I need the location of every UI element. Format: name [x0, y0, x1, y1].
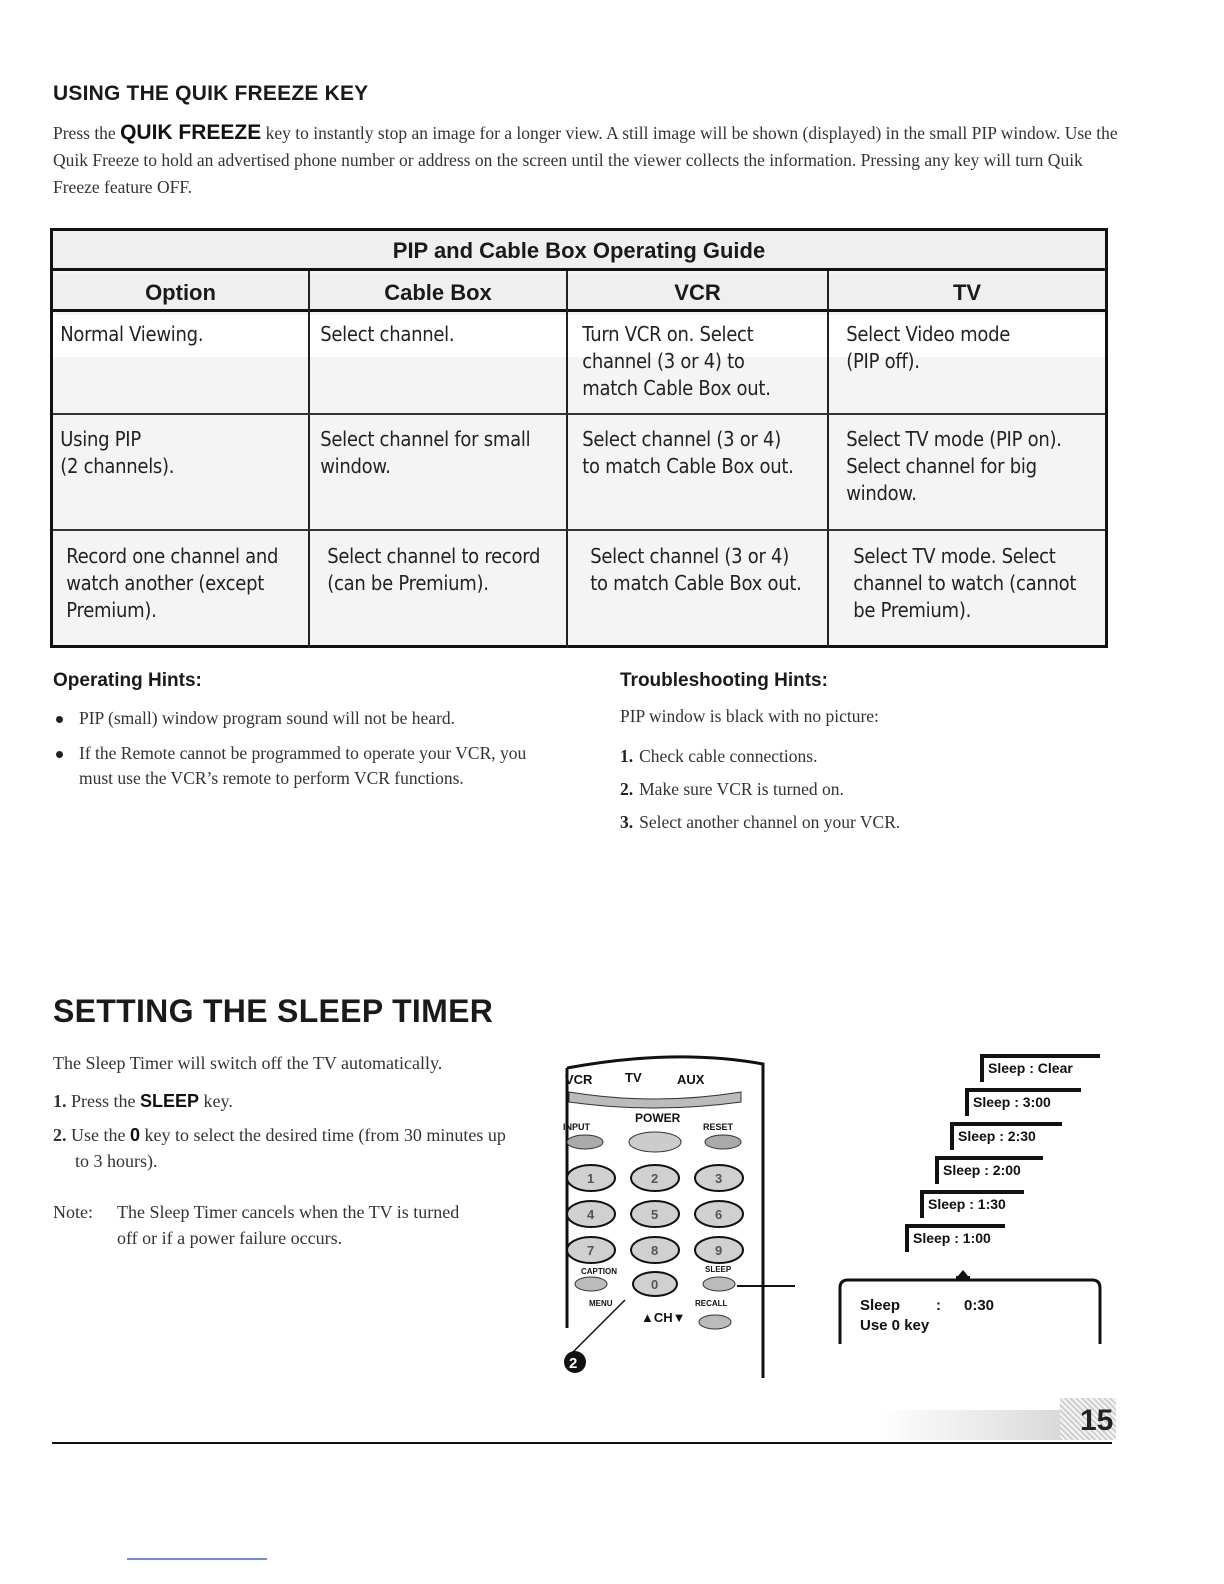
table-title: PIP and Cable Box Operating Guide [53, 231, 1105, 271]
remote-label-power: POWER [635, 1111, 681, 1125]
list-item: 1. Press the SLEEP key. [53, 1091, 233, 1111]
sleep-steps [53, 1088, 523, 1182]
digit-label: 4 [587, 1207, 595, 1222]
table-cell: Select channel (3 or 4) to match Cable Box out. [590, 544, 802, 595]
table-cell: Select Video mode (PIP off). [846, 322, 1011, 373]
sleep-osd-stack [907, 1056, 1100, 1252]
operating-hints-list [53, 706, 553, 801]
sleep-osd-illustration [836, 1048, 1106, 1348]
osd-sleep-option: Sleep : 1:00 [913, 1230, 991, 1246]
remote-label-caption: CAPTION [581, 1267, 617, 1276]
remote-label-recall: RECALL [695, 1299, 728, 1308]
bullet-icon [56, 716, 63, 723]
sleep-intro: The Sleep Timer will switch off the TV automatically. [53, 1053, 443, 1073]
list-item: 3. Select another channel on your VCR. [620, 812, 901, 832]
quik-text-post: key to instantly stop an image for a longer view. A still image will be shown (displayed) in the small PIP window. Use the Quik Freeze to hold an advertised phone number or address on the screen until the viewer collects the information. Pressing any key will turn Quik Freeze feature OFF. [53, 123, 1118, 197]
osd-sleep-value: 0:30 [964, 1297, 995, 1314]
list-item: 1. Check cable connections. [620, 746, 818, 766]
mode-buttons [569, 1092, 741, 1108]
section-heading-quik-freeze: USING THE QUIK FREEZE KEY [53, 82, 369, 105]
column-header-option: Option [53, 274, 308, 312]
digit-label: 2 [651, 1171, 659, 1186]
function-button [699, 1315, 731, 1329]
list-item: 2. Make sure VCR is turned on. [620, 779, 844, 799]
zero-key-pointer [569, 1300, 625, 1356]
osd-sleep-option: Sleep : 3:00 [973, 1094, 1051, 1110]
list-item: 2. Use the 0 key to select the desired time (from 30 minutes up to 3 hours). [53, 1125, 506, 1171]
column-header-tv: TV [829, 274, 1105, 312]
input-button [567, 1135, 603, 1149]
digit-label: 3 [715, 1171, 723, 1186]
section-heading-sleep-timer: SETTING THE SLEEP TIMER [53, 993, 494, 1029]
column-header-vcr: VCR [568, 274, 827, 312]
osd-sleep-option: Sleep : 1:30 [928, 1196, 1006, 1212]
page-number-fade [880, 1410, 1065, 1440]
digit-label: 5 [651, 1207, 659, 1222]
osd-separator: : [936, 1297, 941, 1314]
page-number: 15 [1080, 1404, 1114, 1437]
quik-freeze-key-label: QUIK FREEZE [120, 121, 262, 144]
reset-button [705, 1135, 741, 1149]
troubleshooting-hints-heading: Troubleshooting Hints: [620, 670, 828, 691]
table-cell: Select TV mode (PIP on). Select channel for big window. [846, 427, 1062, 505]
remote-control-illustration [555, 1048, 805, 1378]
remote-label-sleep: SLEEP [705, 1265, 732, 1274]
osd-sleep-option: Sleep : 2:00 [943, 1162, 1021, 1178]
osd-sleep-option: Sleep : Clear [988, 1060, 1073, 1076]
digit-label: 1 [587, 1171, 595, 1186]
row-divider [53, 529, 1105, 531]
table-cell: Select TV mode. Select channel to watch (cannot be Premium). [853, 544, 1077, 622]
table-cell: Normal Viewing. [60, 322, 204, 346]
sleep-note: Note: The Sleep Timer cancels when the TV is turned off or if a power failure occurs. [53, 1202, 460, 1248]
osd-sleep-option: Sleep : 2:30 [958, 1128, 1036, 1144]
function-button [703, 1277, 735, 1291]
troubleshooting-intro: PIP window is black with no picture: [620, 706, 879, 726]
column-header-cable-box: Cable Box [310, 274, 566, 312]
table-cell: Using PIP (2 channels). [60, 427, 175, 478]
function-button [575, 1277, 607, 1291]
table-cell: Select channel. [320, 322, 455, 346]
osd-instruction: Use 0 key [860, 1317, 930, 1334]
power-button [629, 1132, 681, 1152]
table-cell: Turn VCR on. Select channel (3 or 4) to match Cable Box out. [582, 322, 771, 400]
remote-label-reset: RESET [703, 1122, 734, 1132]
digit-label: 0 [651, 1277, 659, 1292]
row-divider [53, 413, 1105, 415]
osd-sleep-label: Sleep [860, 1297, 901, 1314]
digit-label: 7 [587, 1243, 595, 1258]
remote-label-vcr: VCR [565, 1072, 593, 1087]
footer-rule [52, 1442, 1112, 1444]
remote-label-channel: ▲CH▼ [641, 1310, 686, 1325]
troubleshooting-steps [620, 744, 900, 843]
up-arrow-icon [958, 1270, 968, 1276]
blue-underline [127, 1558, 267, 1560]
remote-label-tv: TV [625, 1070, 642, 1085]
list-item: PIP (small) window program sound will not be heard. [53, 706, 553, 731]
list-item: If the Remote cannot be programmed to operate your VCR, you must use the VCR’s remote to perform VCR functions. [53, 741, 553, 791]
pip-cable-box-guide-table [50, 228, 1108, 648]
table-cell: Select channel for small window. [320, 427, 531, 478]
table-cell: Select channel to record (can be Premium). [327, 544, 541, 595]
quik-freeze-paragraph [53, 119, 1133, 201]
remote-label-menu: MENU [589, 1299, 613, 1308]
digit-label: 9 [715, 1243, 723, 1258]
remote-label-aux: AUX [677, 1072, 705, 1087]
digit-label: 8 [651, 1243, 659, 1258]
table-cell: Record one channel and watch another (except Premium). [66, 544, 279, 622]
remote-label-input: INPUT [563, 1122, 590, 1132]
callout-number: 2 [569, 1355, 578, 1372]
operating-hints-heading: Operating Hints: [53, 670, 202, 691]
table-cell: Select channel (3 or 4) to match Cable Box out. [582, 427, 794, 478]
digit-label: 6 [715, 1207, 723, 1222]
quik-text-pre: Press the [53, 123, 121, 143]
bullet-icon [56, 751, 63, 758]
